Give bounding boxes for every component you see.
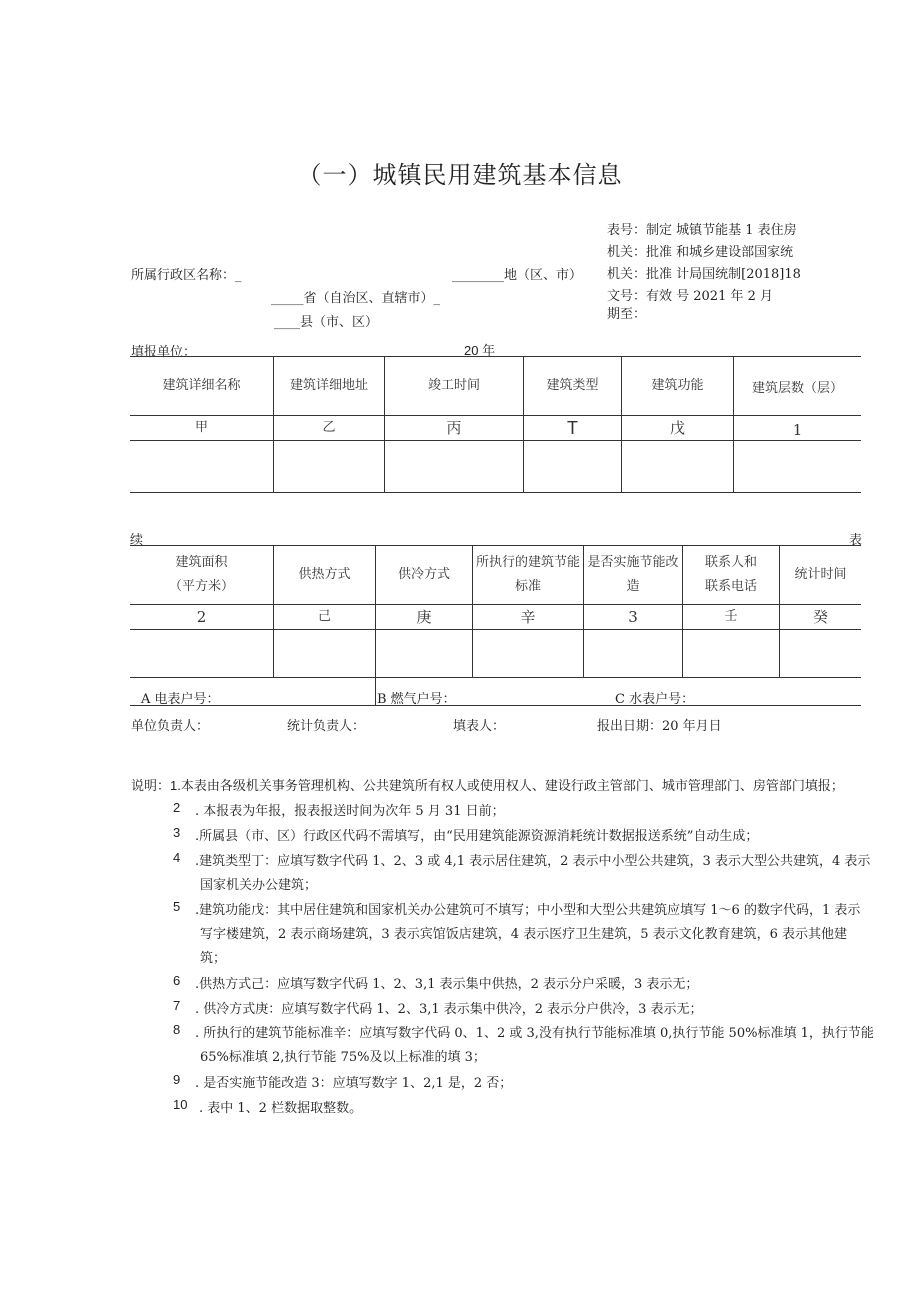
county-field[interactable]: ____县（市、区） bbox=[274, 315, 379, 330]
table-header: 建筑类型 bbox=[546, 378, 599, 393]
table-header: 是否实施节能改 造 bbox=[587, 555, 679, 594]
column-code: 丙 bbox=[446, 419, 462, 437]
note-text-cont: 写字楼建筑，2 表示商场建筑，3 表示宾馆饭店建筑，4 表示医疗卫生建筑，5 表示文化教育建筑，6 表示其他建 bbox=[200, 927, 848, 942]
meta-line: 机关：批准 和城乡建设部国家统 bbox=[607, 245, 794, 260]
table-header: 竣工时间 bbox=[427, 378, 480, 393]
continued-label-right: 表 bbox=[849, 533, 863, 548]
report-date-field[interactable]: 报出日期：20 年月日 bbox=[597, 719, 722, 734]
note-number: 3 bbox=[173, 825, 181, 840]
column-code: 庚 bbox=[416, 608, 432, 626]
note-text: . 本报表为年报，报表报送时间为次年 5 月 31 日前； bbox=[195, 804, 505, 819]
table-header: 建筑面积 （平方米） bbox=[168, 555, 234, 594]
note-text: .建筑类型丁：应填写数字代码 1、2、3 或 4,1 表示居住建筑，2 表示中小型公共建筑，3 表示大型公共建筑，4 表示 bbox=[195, 854, 871, 869]
input-cell[interactable] bbox=[385, 441, 523, 492]
electric-meter-field[interactable]: A 电表户号： bbox=[141, 692, 220, 707]
input-cell[interactable] bbox=[622, 441, 733, 492]
table-header: 建筑功能 bbox=[651, 378, 704, 393]
note-number: 5 bbox=[173, 899, 181, 914]
filler-field[interactable]: 填表人： bbox=[453, 719, 506, 734]
report-year[interactable]: 20 年 bbox=[464, 343, 496, 358]
table-header: 统计时间 bbox=[794, 567, 847, 582]
table-header: 建筑详细地址 bbox=[289, 378, 368, 393]
page-title: （一）城镇民用建筑基本信息 bbox=[297, 161, 623, 189]
column-code: 2 bbox=[196, 608, 207, 626]
input-cell[interactable] bbox=[524, 441, 621, 492]
note-number: 7 bbox=[173, 998, 181, 1013]
note-number: 10 bbox=[173, 1097, 188, 1112]
province-field[interactable]: _____省（自治区、直辖市）_ bbox=[271, 291, 441, 306]
note-text: .建筑功能戊：其中居住建筑和国家机关办公建筑可不填写；中小型和大型公共建筑应填写 1～6 的数字代码，1 表示 bbox=[195, 903, 861, 918]
table-header: 联系人和 联系电话 bbox=[704, 555, 757, 594]
note-text: .供热方式己：应填写数字代码 1、2、3,1 表示集中供热，2 表示分户采暖，3 表示无； bbox=[195, 977, 699, 992]
note-number: 8 bbox=[173, 1022, 181, 1037]
column-code: 癸 bbox=[812, 608, 828, 626]
note-text-cont: 筑； bbox=[200, 951, 227, 966]
water-meter-field[interactable]: C 水表户号： bbox=[615, 692, 695, 707]
table-header: 所执行的建筑节能 标准 bbox=[475, 555, 580, 594]
column-code: 己 bbox=[317, 609, 331, 624]
note-text: . 表中 1、2 栏数据取整数。 bbox=[199, 1101, 363, 1116]
input-cell[interactable] bbox=[734, 441, 861, 492]
note-number: 4 bbox=[173, 850, 181, 865]
continued-label: 续 bbox=[130, 533, 144, 548]
input-cell[interactable] bbox=[130, 630, 273, 677]
table-header: 供热方式 bbox=[298, 567, 351, 582]
column-code: 甲 bbox=[194, 420, 208, 435]
note-number: 2 bbox=[173, 800, 181, 815]
note-text: . 所执行的建筑节能标准辛：应填写数字代码 0、1、2 或 3,没有执行节能标准填 0,执行节能 50%标准填 1，执行节能 bbox=[195, 1026, 874, 1041]
note-text-cont: 65%标准填 2,执行节能 75%及以上标准的填 3； bbox=[200, 1050, 486, 1065]
column-code: 乙 bbox=[322, 420, 336, 435]
table-header: 建筑层数（层） bbox=[751, 381, 843, 396]
column-code: 1 bbox=[792, 421, 803, 439]
note-text: .所属县（市、区）行政区代码不需填写，由“民用建筑能源资源消耗统计数据报送系统”自动生成； bbox=[195, 829, 759, 844]
meta-line: 表号：制定 城镇节能基 1 表住房 bbox=[607, 223, 797, 238]
meta-line: 期至： bbox=[607, 307, 647, 322]
input-cell[interactable] bbox=[376, 630, 472, 677]
column-code: T bbox=[567, 418, 578, 438]
region-label: 所属行政区名称：_ bbox=[131, 268, 242, 283]
gas-meter-field[interactable]: B 燃气户号： bbox=[377, 692, 456, 707]
table-header: 供冷方式 bbox=[397, 567, 450, 582]
input-cell[interactable] bbox=[683, 630, 779, 677]
prefecture-field[interactable]: ________地（区、市） bbox=[452, 268, 583, 283]
column-code: 壬 bbox=[724, 609, 738, 624]
unit-head-field[interactable]: 单位负责人： bbox=[131, 719, 210, 734]
input-cell[interactable] bbox=[473, 630, 583, 677]
reporting-unit-label: 填报单位： bbox=[131, 345, 197, 360]
note-text: . 是否实施节能改造 3：应填写数字 1、2,1 是，2 否； bbox=[195, 1076, 513, 1091]
meta-line: 文号：有效 号 2021 年 2 月 bbox=[607, 289, 774, 304]
table-header: 建筑详细名称 bbox=[162, 378, 241, 393]
input-cell[interactable] bbox=[274, 441, 384, 492]
meta-line: 机关：批准 计局国统制[2018]18 bbox=[607, 267, 801, 282]
note-item: 说明：1.本表由各级机关事务管理机构、公共建筑所有权人或使用权人、建设行政主管部门、城市管理部门、房管部门填报； bbox=[131, 778, 844, 794]
note-text: . 供冷方式庚：应填写数字代码 1、2、3,1 表示集中供冷，2 表示分户供冷，3 表示无； bbox=[195, 1002, 703, 1017]
input-cell[interactable] bbox=[274, 630, 375, 677]
column-code: 3 bbox=[628, 608, 638, 626]
column-code: 戊 bbox=[669, 419, 685, 437]
stats-head-field[interactable]: 统计负责人： bbox=[287, 719, 366, 734]
input-cell[interactable] bbox=[584, 630, 682, 677]
note-number: 6 bbox=[173, 973, 181, 988]
input-cell[interactable] bbox=[130, 441, 273, 492]
column-code: 辛 bbox=[520, 608, 536, 626]
input-cell[interactable] bbox=[780, 630, 861, 677]
note-text-cont: 国家机关办公建筑； bbox=[200, 878, 318, 893]
note-number: 9 bbox=[173, 1072, 181, 1087]
